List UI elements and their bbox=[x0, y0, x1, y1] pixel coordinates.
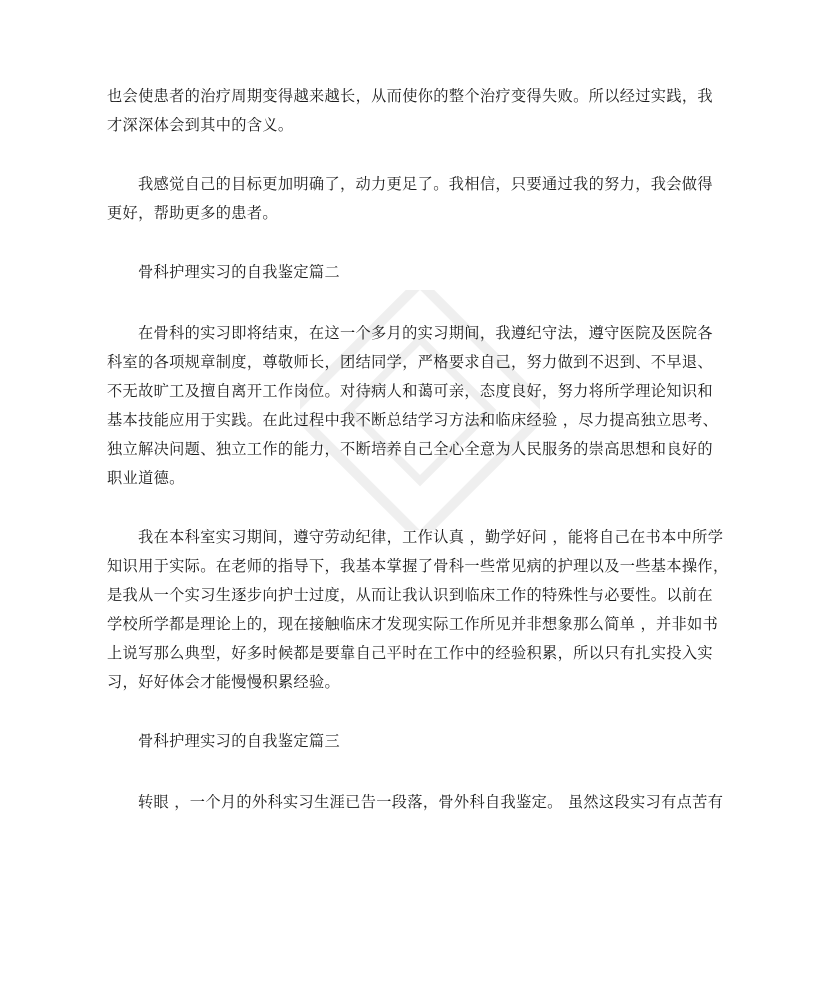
text-line: 不无故旷工及擅自离开工作岗位。对待病人和蔼可亲，态度良好，努力将所学理论知识和 bbox=[107, 382, 713, 400]
paragraph-1 bbox=[107, 82, 733, 140]
text-line: 上说写那么典型，好多时候都是要靠自己平时在工作中的经验积累，所以只有扎实投入实 bbox=[107, 644, 713, 662]
paragraph-3 bbox=[107, 319, 733, 493]
text-line: 在骨科的实习即将结束，在这一个多月的实习期间，我遵纪守法，遵守医院及医院各 bbox=[138, 324, 713, 342]
paragraph-2 bbox=[107, 170, 733, 228]
section-heading-text: 骨科护理实习的自我鉴定篇三 bbox=[138, 732, 340, 750]
text-line: 我感觉自己的目标更加明确了，动力更足了。我相信，只要通过我的努力，我会做得 bbox=[138, 175, 713, 193]
text-line: 职业道德。 bbox=[107, 469, 185, 487]
section-heading-text: 骨科护理实习的自我鉴定篇二 bbox=[138, 263, 340, 281]
text-line: 更好，帮助更多的患者。 bbox=[107, 204, 278, 222]
paragraph-5 bbox=[107, 788, 733, 817]
paragraph-4 bbox=[107, 523, 733, 697]
text-line: 习，好好体会才能慢慢积累经验。 bbox=[107, 673, 341, 691]
text-line: 基本技能应用于实践。在此过程中我不断总结学习方法和临床经验 ，尽力提高独立思考、 bbox=[107, 411, 719, 429]
text-line: 是我从一个实习生逐步向护士过度，从而让我认识到临床工作的特殊性与必要性。以前在 bbox=[107, 586, 713, 604]
text-line: 转眼 ，一个月的外科实习生涯已告一段落，骨外科自我鉴定。 虽然这段实习有点苦有 bbox=[138, 793, 724, 811]
section-heading-3 bbox=[107, 727, 733, 756]
text-line: 学校所学都是理论上的，现在接触临床才发现实际工作所见并非想象那么简单 ，并非如书 bbox=[107, 615, 719, 633]
text-line: 才深深体会到其中的含义。 bbox=[107, 116, 294, 134]
text-line: 我在本科室实习期间，遵守劳动纪律，工作认真 ，勤学好问 ，能将自己在书本中所学 bbox=[138, 528, 724, 546]
text-line: 知识用于实际。在老师的指导下，我基本掌握了骨科一些常见病的护理以及一些基本操作， bbox=[107, 557, 729, 575]
document-body bbox=[107, 82, 733, 847]
text-line: 也会使患者的治疗周期变得越来越长，从而使你的整个治疗变得失败。所以经过实践，我 bbox=[107, 87, 713, 105]
text-line: 独立解决问题、独立工作的能力，不断培养自己全心全意为人民服务的崇高思想和良好的 bbox=[107, 440, 713, 458]
text-line: 科室的各项规章制度，尊敬师长，团结同学，严格要求自己，努力做到不迟到、不早退、 bbox=[107, 353, 713, 371]
section-heading-2 bbox=[107, 258, 733, 287]
